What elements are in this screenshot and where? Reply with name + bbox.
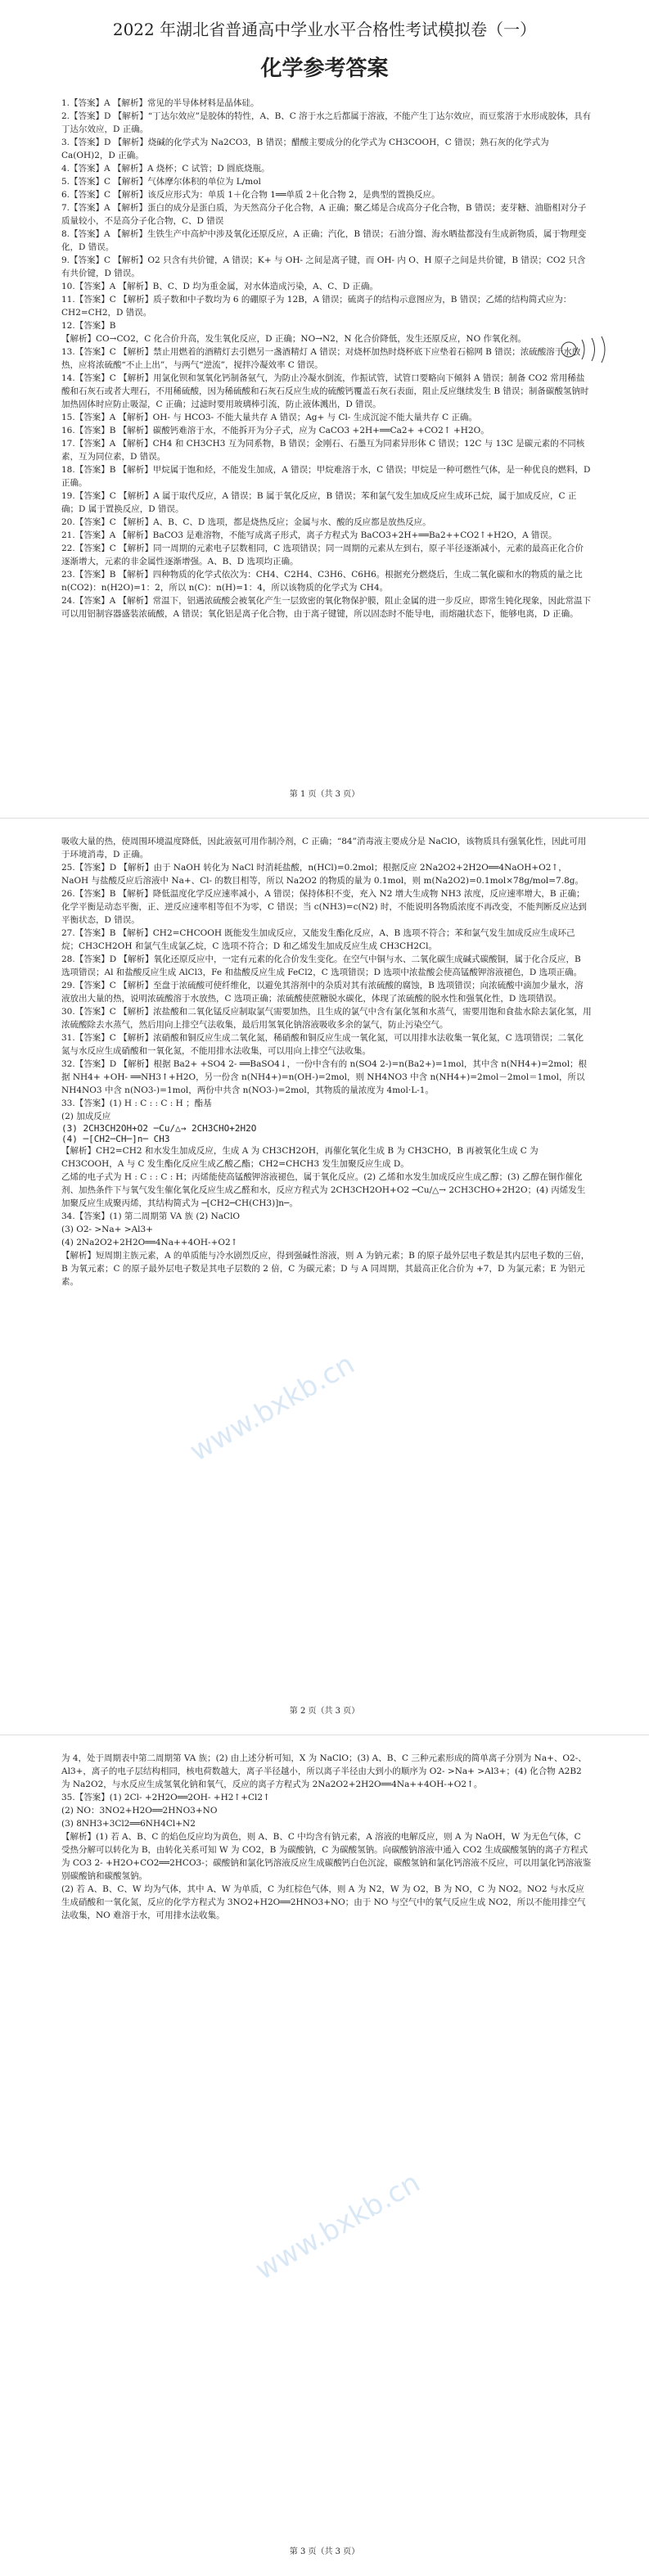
answer-15: 15.【答案】A 【解析】OH- 与 HCO3- 不能大量共存 A 错误；Ag+ 与 Cl- 生成沉淀不能大量共存 C 正确。 bbox=[61, 413, 477, 422]
answer-10: 10.【答案】A 【解析】B、C、D 均为重金属，对水体造成污染，A、C、D 正确。 bbox=[61, 282, 378, 291]
answer-17: 17.【答案】A 【解析】CH4 和 CH3CH3 互为同系物，B 错误；金刚石、石墨互为同素异形体 C 错误；12C 与 13C 是碳元素的不同核素，互为同位素，D 错误。 bbox=[61, 439, 585, 462]
answer-33-explanation-2: 乙烯的电子式为 H : C : : C : H；丙烯能使高锰酸钾溶液褪色，属于氧化反应。(2) 乙烯和水发生加成反应生成乙醇；(3) 乙醇在铜作催化剂、加热条件下与氧气发生催化氧化反应生成乙醛和水，反应方程式为 2CH3CH2OH+O2 ─Cu/△→ 2CH3CHO+2H2O；(4) 丙烯发生加聚反应生成聚丙烯，其结构简式为 ─[CH2─CH(CH3)]n─。 bbox=[61, 1172, 586, 1208]
answer-1: 1.【答案】A 【解析】常见的半导体材料是晶体硅。 bbox=[61, 98, 259, 108]
answer-23: 23.【答案】B 【解析】四种物质的化学式依次为：CH4、C2H4、C3H6、C6H6。根据充分燃烧后，生成二氧化碳和水的物质的量之比 n(CO2)：n(H2O)=1：2，所以 n(C)：n(H)=1：4，所以该物质的化学式为 CH4。 bbox=[61, 570, 583, 593]
page-1-body bbox=[0, 97, 649, 620]
page-2-body bbox=[0, 819, 649, 1288]
answer-11: 11.【答案】C 【解析】质子数和中子数均为 6 的硼原子为 12B，A 错误；硫离子的结构示意图应为，B 错误；乙烯的结构简式应为：CH2=CH2，D 错误。 bbox=[61, 295, 572, 318]
answer-34: 34.【答案】(1) 第二周期第 VA 族 (2) NaClO bbox=[61, 1211, 241, 1221]
answer-7: 7.【答案】A 【解析】蛋白的成分是蛋白质，为天然高分子化合物，A 正确；聚乙烯是合成高分子化合物，B 错误；麦芽糖、油脂相对分子质量较小，不是高分子化合物，C、D 错误 bbox=[61, 203, 587, 226]
answer-24: 24.【答案】A 【解析】常温下，铝遇浓硫酸会被氧化产生一层致密的氧化物保护膜，阻止金属的进一步反应，即常生钝化现象，因此常温下可以用铝制容器盛装浓硫酸，A 错误；氧化铝是离子化合物，由于离子键键，所以固态时不能导电，而熔融状态下，能够电离，D 正确。 bbox=[61, 596, 592, 619]
answer-35: 35.【答案】(1) 2Cl- +2H2O══2OH- +H2↑+Cl2↑ bbox=[61, 1793, 270, 1802]
answer-34-part-4: (4) 2Na2O2+2H2O══4Na++4OH-+O2↑ bbox=[61, 1238, 238, 1247]
answer-5: 5.【答案】C 【解析】气体摩尔体积的单位为 L/mol bbox=[61, 177, 261, 187]
answer-24-continued: 吸收大量的热，使周围环境温度降低，因此液氨可用作制冷剂，C 正确；“84”消毒液主要成分是 NaClO，该物质具有强氧化性，因此可用于环境消毒，D 正确。 bbox=[61, 837, 587, 859]
answer-16: 16.【答案】B 【解析】碳酸钙难溶于水，不能拆开为分子式，应为 CaCO3 +2H+══Ca2+ +CO2↑ +H2O。 bbox=[61, 426, 489, 435]
answer-33: 33.【答案】(1) H : C : : C : H ；酯基 bbox=[61, 1099, 212, 1108]
answer-33-part-2: (2) 加成反应 bbox=[61, 1112, 111, 1121]
answer-19: 19.【答案】C 【解析】A 属于取代反应，A 错误；B 属于氧化反应，B 错误；苯和氯气发生加成反应生成环己烷，属于加成反应，C 正确；D 属于置换反应，D 错误。 bbox=[61, 491, 577, 514]
answer-31: 31.【答案】C 【解析】浓硝酸和铜反应生成二氧化氮，稀硝酸和铜反应生成一氧化氮，可以用排水法收集一氧化氮，C 选项错误；二氧化氮与水反应生成硝酸和一氧化氮，不能用排水法收集，可以用向上排空气法收集。 bbox=[61, 1033, 584, 1056]
answer-21: 21.【答案】A 【解析】BaCO3 是难溶物，不能写成离子形式，离子方程式为 BaCO3+2H+══Ba2++CO2↑+H2O，A 错误。 bbox=[61, 530, 557, 540]
answer-29: 29.【答案】C 【解析】至盘于浓硫酸可使纤维化，以避免其溶剂中的杂质对其有浓硫酸的腐蚀，B 选项错误；向浓硫酸中滴加少量水，溶液放出大量的热，说明浓硫酸溶于水放热，C 选项正确；浓硫酸使蔗糖脱水碳化，体现了浓硫酸的脱水性和强氧化性，D 选项错误。 bbox=[61, 981, 584, 1004]
answer-9: 9.【答案】C 【解析】O2 只含有共价键，A 错误；K+ 与 OH- 之间是离子键，而 OH- 内 O、H 原子之间是共价键，B 错误；CO2 只含有共价键，D 错误。 bbox=[61, 255, 586, 278]
answer-35-part-2: (2) NO：3NO2+H2O══2HNO3+NO bbox=[61, 1806, 218, 1816]
answer-14: 14.【答案】C 【解析】用氯化钡和氢氧化钙制备氨气，为防止冷凝水倒流，作振试管，试管口要略向下倾斜 A 错误；制备 CO2 常用稀盐酸和石灰石或者大理石，不用稀硫酸，因为稀硫酸和石灰石反应生成的硫酸钙覆盖石灰石表面，阻止反应继续发生 B 错误；制备碳酸氢钠时加热固体时应防止吸湿，C 正确；过滤时要用玻璃棒引流，防止液体溅出，D 错误。 bbox=[61, 373, 589, 409]
page-2-footer: 第 2 页（共 3 页） bbox=[289, 1707, 360, 1716]
page-3 bbox=[0, 1735, 649, 2576]
answer-34-part-3: (3) O2- >Na+ >Al3+ bbox=[61, 1225, 153, 1234]
answer-18: 18.【答案】B 【解析】甲烷属于饱和烃，不能发生加成，A 错误；甲烷难溶于水，C 错误；甲烷是一种可燃性气体，是一种优良的燃料，D 正确。 bbox=[61, 465, 591, 488]
document-subtitle: 化学参考答案 bbox=[260, 56, 389, 81]
answer-33-equation: (3) 2CH3CH2OH+O2 ─Cu/△→ 2CH3CHO+2H2O bbox=[61, 1123, 257, 1134]
page-1 bbox=[0, 0, 649, 819]
page-1-footer: 第 1 页（共 3 页） bbox=[289, 790, 360, 799]
watermark: www.bxkb.cn bbox=[250, 2166, 426, 2287]
answer-34-explanation: 【解析】短周期主族元素，A 的单质能与冷水剧烈反应，得到强碱性溶液，则 A 为钠元素；B 的原子最外层电子数是其内层电子数的三倍，B 为氧元素；C 的原子最外层电子数是其电子层数的 2 倍，C 为碳元素；D 与 A 同周期，其最高正化合价为 +7，D 为氯元素；E 为铝元素。 bbox=[61, 1251, 590, 1287]
answer-26: 26.【答案】B 【解析】降低温度化学反应速率减小，A 错误；保持体积不变，充入 N2 增大生成物 NH3 浓度，反应速率增大，B 正确；化学平衡是动态平衡，正、逆反应速率相等但不为零，C 错误；当 c(NH3)=c(N2) 时，不能说明各物质浓度不再改变，不能判断反应达到平衡状态，D 错误。 bbox=[61, 889, 587, 925]
answer-30: 30.【答案】C 【解析】浓盐酸和二氧化锰反应制取氯气需要加热，且生成的氯气中含有氯化氢和水蒸气，需要用饱和食盐水除去氯化氢，用浓硫酸除去水蒸气，然后用向上排空气法收集，最后用氢氧化钠溶液吸收多余的氯气，防止污染空气。 bbox=[61, 1007, 592, 1030]
answer-33-explanation: 【解析】CH2=CH2 和水发生加成反应，生成 A 为 CH3CH2OH，再催化氧化生成 B 为 CH3CHO，B 再被氧化生成 C 为 CH3COOH，A 与 C 发生酯化反应生成乙酸乙酯；CH2=CHCH3 发生加聚反应生成 D。 bbox=[61, 1146, 539, 1169]
answer-35-part-3: (3) 8NH3+3Cl2══6NH4Cl+N2 bbox=[61, 1819, 196, 1829]
page-2 bbox=[0, 819, 649, 1735]
answer-2: 2.【答案】D 【解析】“丁达尔效应”是胶体的特性，A、B、C 溶于水之后都属于溶液，不能产生丁达尔效应，而豆浆溶于水形成胶体，具有丁达尔效应，D 正确。 bbox=[61, 111, 592, 134]
answer-33-polymer: (4) ─[CH2─CH─]n─ CH3 bbox=[61, 1134, 170, 1144]
answer-28: 28.【答案】D 【解析】氧化还原反应中，一定有元素的化合价发生变化。在空气中铜与水、二氧化碳生成碱式碳酸铜，属于化合反应，B 选项错误；Al 和盐酸反应生成 AlCl3，Fe 和盐酸反应生成 FeCl2，C 选项错误；D 选项中浓盐酸会使高锰酸钾溶液褪色，D 选项正确。 bbox=[61, 954, 583, 977]
answer-25: 25.【答案】D 【解析】由于 NaOH 转化为 NaCl 时消耗盐酸，n(HCl)=0.2mol；根据反应 2Na2O2+2H2O══4NaOH+O2↑，NaOH 与盐酸反应后溶液中 Na+、Cl- 的数目相等，所以 Na2O2 的物质的量为 0.1mol，则 m(Na2O2)=0.1mol×78g/mol=7.8g。 bbox=[61, 863, 584, 886]
answer-4: 4.【答案】A 【解析】A 烧杯；C 试管；D 圆底烧瓶。 bbox=[61, 164, 270, 174]
answer-35-explanation-2: (2) 若 A、B、C、W 均为气体，其中 A、W 为单质，C 为红棕色气体，则 A 为 N2，W 为 O2，B 为 NO，C 为 NO2。NO2 与水反应生成硝酸和一氧化氮，反应的化学方程式为 3NO2+H2O══2HNO3+NO；由于 NO 与空气中的氧气反应生成 NO2，所以不能用排空气法收集，NO 难溶于水，可用排水法收集。 bbox=[61, 1884, 586, 1920]
answer-8: 8.【答案】A 【解析】生铁生产中高炉中涉及氧化还原反应，A 正确；汽化，B 错误；石油分馏、海水晒盐都没有生成新物质，属于物理变化，D 错误。 bbox=[61, 229, 587, 252]
answer-12-explanation: 【解析】CO→CO2，C 化合价升高，发生氧化反应，D 正确；NO→N2，N 化合价降低，发生还原反应，NO 作氧化剂。 bbox=[61, 334, 527, 344]
answer-32: 32.【答案】D 【解析】根据 Ba2+ +SO4 2- ══BaSO4↓，一份中含有的 n(SO4 2-)=n(Ba2+)=1mol，其中含 n(NH4+)=2mol；根据 NH4+ +OH- ══NH3↑+H2O，另一份含 n(NH4+)=n(OH-)=2mol，则 NH4NO3 中含 n(NH4+)=2mol－2mol＝1mol，所以 NH4NO3 中含 n(NO3-)=1mol，两份中共含 n(NO3-)=2mol，其物质的量浓度为 4mol·L-1。 bbox=[61, 1059, 588, 1095]
answer-22: 22.【答案】C 【解析】同一周期的元素电子层数相同，C 选项错误；同一周期的元素从左到右，原子半径逐渐减小，元素的最高正化合价逐渐增大，元素的非金属性逐渐增强。A、B、D 选项均正确。 bbox=[61, 544, 584, 566]
answer-12: 12.【答案】B bbox=[61, 321, 116, 331]
answer-3: 3.【答案】D 【解析】烧碱的化学式为 Na2CO3，B 错误；醋酸主要成分的化学式为 CH3COOH，C 错误；熟石灰的化学式为 Ca(OH)2，D 正确。 bbox=[61, 138, 549, 160]
answer-13: 13.【答案】C 【解析】禁止用燃着的酒精灯去引燃另一盏酒精灯 A 错误；对烧杯加热时烧杯底下应垫着石棉网 B 错误；浓硫酸溶于水放热，应将浓硫酸“不止上出”，与两气“逆流”，搅拌冷凝效率 C 错误。 bbox=[61, 347, 581, 370]
answer-34-continued: 为 4，处于周期表中第二周期第 VA 族；(2) 由上述分析可知，X 为 NaClO；(3) A、B、C 三种元素形成的简单离子分别为 Na+、O2-、Al3+，离子的电子层结构相同，核电荷数越大，离子半径越小，所以离子半径由大到小的顺序为 O2- >Na+ >Al3+；(4) 化合物 A2B2 为 Na2O2，与水反应生成氢氧化钠和氧气，反应的离子方程式为 2Na2O2+2H2O══4Na++4OH-+O2↑。 bbox=[61, 1753, 587, 1789]
answer-35-explanation: 【解析】(1) 若 A、B、C 的焰色反应均为黄色，则 A、B、C 中均含有钠元素，A 溶液的电解反应，则 A 为 NaOH，W 为无色气体，C 受热分解可以转化为 B，由转化关系可知 W 为 CO2，B 为碳酸钠，C 为碳酸氢钠。向碳酸钠溶液中通入 CO2 生成碳酸氢钠的离子方程式为 CO3 2- +H2O+CO2══2HCO3-；碳酸钠和氯化钙溶液反应生成碳酸钙白色沉淀，碳酸氢钠和氯化钙溶液不反应，可以用氯化钙溶液鉴别碳酸钠和碳酸氢钠。 bbox=[61, 1832, 592, 1881]
page-3-footer: 第 3 页（共 3 页） bbox=[289, 2547, 360, 2556]
document-title: 2022 年湖北省普通高中学业水平合格性考试模拟卷（一） bbox=[112, 20, 537, 39]
sulfide-ion-structure-diagram bbox=[559, 333, 616, 366]
answer-20: 20.【答案】C 【解析】A、B、C、D 选项，都是烧热反应；金属与水、酸的反应都是放热反应。 bbox=[61, 517, 431, 527]
answer-27: 27.【答案】B 【解析】CH2=CHCOOH 既能发生加成反应，又能发生酯化反应，A、B 选项不符合；苯和氯气发生加成反应生成环己烷；CH3CH2OH 和氯气生成氯乙烷，C 选项不符合；D 和乙烯发生加成反应生成 CH3CH2Cl。 bbox=[61, 928, 575, 951]
watermark: www.bxkb.cn bbox=[184, 1347, 361, 1468]
answer-6: 6.【答案】C 【解析】该反应形式为：单质 1＋化合物 1══单质 2＋化合物 2，是典型的置换反应。 bbox=[61, 190, 440, 200]
page-3-body bbox=[0, 1735, 649, 1922]
